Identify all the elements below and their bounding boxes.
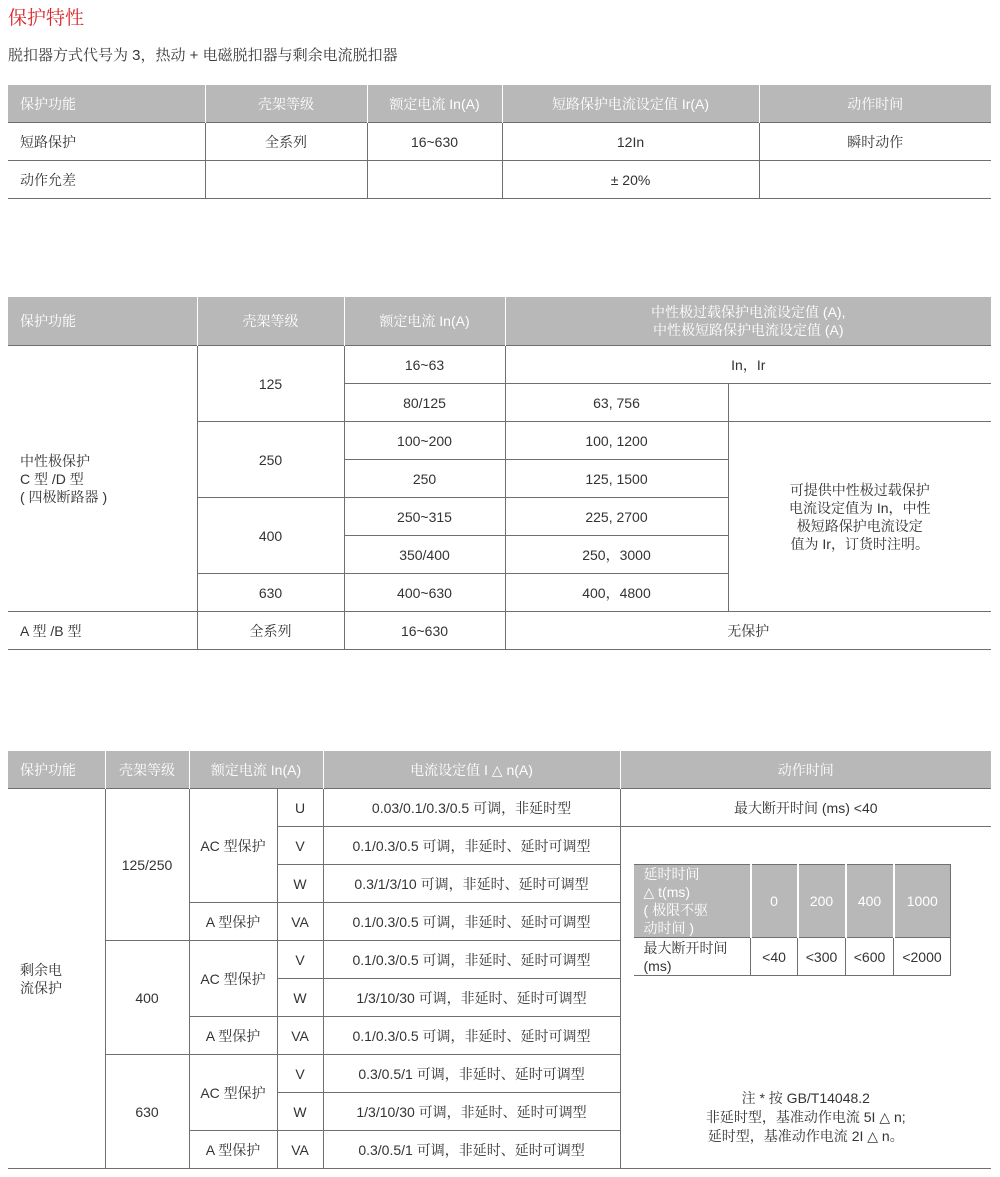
setting-cell: 1/3/10/30 可调，非延时、延时可调型: [323, 979, 620, 1017]
header-cell: 保护功能: [8, 751, 105, 789]
table-cell: 100~200: [344, 422, 505, 460]
header-cell: 壳架等级: [105, 751, 189, 789]
cell-line: (ms): [643, 957, 672, 974]
table-cell: A 型 /B 型: [8, 612, 197, 650]
cell-line: △ t(ms): [643, 884, 691, 900]
cell-line: C 型 /D 型: [20, 470, 84, 487]
table-cell: [759, 161, 991, 199]
code-cell: V: [277, 1055, 323, 1093]
code-cell: W: [277, 1093, 323, 1131]
type-cell: AC 型保护: [189, 1055, 277, 1131]
table-header-row: [8, 85, 991, 123]
cell-line: 中性极保护: [20, 452, 90, 469]
note-line: 可提供中性极过载保护: [789, 481, 930, 498]
page-title: 保护特性: [8, 8, 85, 29]
header-cell: 保护功能: [8, 85, 205, 123]
table-row: [8, 1055, 991, 1093]
table-cell: 16~63: [344, 346, 505, 384]
table-row: [8, 161, 991, 199]
frame-cell: 250: [197, 422, 344, 498]
type-cell: A 型保护: [189, 1131, 277, 1169]
table-cell: 12In: [502, 123, 759, 161]
cell-line: 延时时间: [643, 866, 700, 882]
setting-cell: 0.3/0.5/1 可调，非延时、延时可调型: [323, 1131, 620, 1169]
max-break-value: <600: [846, 938, 894, 976]
setting-cell: 1/3/10/30 可调，非延时、延时可调型: [323, 1093, 620, 1131]
header-cell: 电流设定值 I △ n(A): [323, 751, 620, 789]
table-header-row: [8, 751, 991, 789]
cell-line: 流保护: [20, 979, 62, 996]
table-cell: 16~630: [344, 612, 505, 650]
cell-line: 动时间 ): [643, 920, 695, 936]
header-cell: 壳架等级: [205, 85, 367, 123]
code-cell: W: [277, 865, 323, 903]
note-line: 电流设定值为 In，中性: [788, 499, 931, 516]
note-line: 极短路保护电流设定: [796, 517, 923, 534]
delay-header-label: [634, 865, 751, 938]
code-cell: V: [277, 941, 323, 979]
max-break-value: <2000: [894, 938, 951, 976]
type-cell: A 型保护: [189, 1017, 277, 1055]
note-line: 延时型，基准动作电流 2I △ n。: [707, 1127, 904, 1144]
header-cell: 动作时间: [620, 751, 991, 789]
header-line: 中性极过载保护电流设定值 (A),: [651, 304, 846, 320]
setting-cell: 0.1/0.3/0.5 可调，非延时、延时可调型: [323, 1017, 620, 1055]
table-cell: 100, 1200: [505, 422, 728, 460]
table-row: [8, 612, 991, 650]
code-cell: U: [277, 789, 323, 827]
page-subtitle: 脱扣器方式代号为 3，热动 + 电磁脱扣器与剩余电流脱扣器: [8, 47, 398, 64]
max-break-value: <40: [751, 938, 798, 976]
protection-function-cell: [8, 346, 197, 612]
cell-line: ( 极限不驱: [643, 902, 709, 918]
cell-line: ( 四极断路器 ): [20, 488, 108, 505]
header-cell: 保护功能: [8, 297, 197, 346]
frame-cell: 125: [197, 346, 344, 422]
table-cell: [367, 161, 502, 199]
table-cell: 63, 756: [505, 384, 728, 422]
table-cell: 125, 1500: [505, 460, 728, 498]
table-cell: 瞬时动作: [759, 123, 991, 161]
setting-cell: 0.3/1/3/10 可调，非延时、延时可调型: [323, 865, 620, 903]
table-cell: 全系列: [197, 612, 344, 650]
table-row: [8, 123, 991, 161]
setting-cell: 0.1/0.3/0.5 可调，非延时、延时可调型: [323, 941, 620, 979]
action-time-cell: 最大断开时间 (ms) <40: [620, 789, 991, 827]
header-line: 中性极短路保护电流设定值 (A): [652, 322, 844, 338]
note-line: 非延时型，基准动作电流 5I △ n;: [705, 1108, 906, 1125]
table-header-row: [8, 297, 991, 346]
code-cell: VA: [277, 903, 323, 941]
delay-value: 1000: [894, 865, 951, 938]
type-cell: A 型保护: [189, 903, 277, 941]
type-cell: AC 型保护: [189, 941, 277, 1017]
table-cell: 16~630: [367, 123, 502, 161]
note-line: 注 * 按 GB/T14048.2: [741, 1089, 870, 1106]
table-row: [8, 789, 991, 827]
table-cell: 80/125: [344, 384, 505, 422]
table-cell: 225, 2700: [505, 498, 728, 536]
table-cell: 250，3000: [505, 536, 728, 574]
max-break-value: <300: [798, 938, 846, 976]
header-cell: 动作时间: [759, 85, 991, 123]
type-cell: AC 型保护: [189, 789, 277, 903]
delay-header-row: [634, 865, 951, 938]
table-row: [8, 346, 991, 384]
table-cell: 250: [344, 460, 505, 498]
note-line: 值为 Ir，订货时注明。: [790, 535, 929, 552]
header-cell: 短路保护电流设定值 Ir(A): [502, 85, 759, 123]
short-circuit-table: [8, 85, 991, 199]
frame-cell: 630: [197, 574, 344, 612]
note-cell: [728, 422, 991, 612]
header-cell: [505, 297, 991, 346]
code-cell: VA: [277, 1017, 323, 1055]
table-cell: [205, 161, 367, 199]
delay-value: 200: [798, 865, 846, 938]
setting-cell: 0.1/0.3/0.5 可调，非延时、延时可调型: [323, 827, 620, 865]
setting-cell: 0.03/0.1/0.3/0.5 可调，非延时型: [323, 789, 620, 827]
header-cell: 额定电流 In(A): [344, 297, 505, 346]
code-cell: V: [277, 827, 323, 865]
residual-current-table: [8, 751, 991, 1169]
delay-time-cell: [620, 827, 991, 1055]
table-cell: [728, 384, 991, 422]
max-break-label: [634, 938, 751, 976]
table-cell: In，Ir: [505, 346, 991, 384]
table-cell: 短路保护: [8, 123, 205, 161]
standard-note: [621, 1089, 992, 1146]
neutral-protection-table: [8, 297, 991, 650]
frame-cell: 400: [105, 941, 189, 1055]
delay-time-table: [634, 864, 952, 976]
delay-value: 0: [751, 865, 798, 938]
delay-value: 400: [846, 865, 894, 938]
frame-cell: 400: [197, 498, 344, 574]
table-cell: ± 20%: [502, 161, 759, 199]
table-cell: 动作允差: [8, 161, 205, 199]
setting-cell: 0.1/0.3/0.5 可调，非延时、延时可调型: [323, 903, 620, 941]
table-cell: 无保护: [505, 612, 991, 650]
header-cell: 额定电流 In(A): [367, 85, 502, 123]
table-cell: 400，4800: [505, 574, 728, 612]
protection-function-cell: [8, 789, 105, 1169]
max-break-row: [634, 938, 951, 976]
table-cell: 全系列: [205, 123, 367, 161]
header-cell: 壳架等级: [197, 297, 344, 346]
setting-cell: 0.3/0.5/1 可调，非延时、延时可调型: [323, 1055, 620, 1093]
frame-cell: 125/250: [105, 789, 189, 941]
cell-line: 最大断开时间: [643, 939, 728, 956]
code-cell: W: [277, 979, 323, 1017]
table-cell: 250~315: [344, 498, 505, 536]
table-cell: 400~630: [344, 574, 505, 612]
code-cell: VA: [277, 1131, 323, 1169]
frame-cell: 630: [105, 1055, 189, 1169]
header-cell: 额定电流 In(A): [189, 751, 323, 789]
cell-line: 剩余电: [20, 961, 62, 978]
standard-note-cell: [620, 1055, 991, 1169]
table-cell: 350/400: [344, 536, 505, 574]
